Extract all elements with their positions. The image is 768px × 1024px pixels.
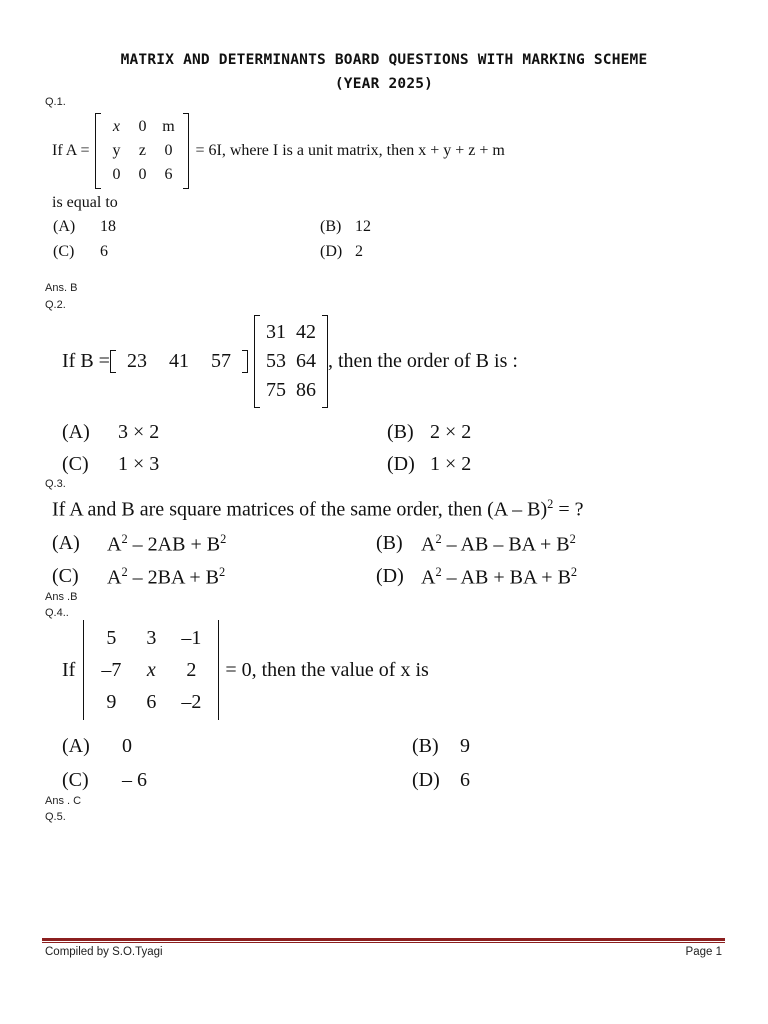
q3-option-d-label: (D): [376, 565, 404, 587]
q2-matrix-cell: 86: [295, 378, 316, 401]
footer-rule-thin: [42, 942, 725, 943]
q1-matrix-cell: 0: [112, 166, 121, 183]
q3-option-a-label: (A): [52, 532, 80, 554]
q2-option-b-label: (B): [387, 421, 414, 443]
q4-determinant: [83, 620, 219, 720]
q2-option-c: 1 × 3: [118, 453, 160, 475]
q2-matrix-cell: 42: [295, 320, 316, 343]
q1-option-a-label: (A): [53, 218, 76, 235]
q4-determinant-cell: x: [146, 658, 156, 681]
q2-prefix: If B =: [62, 349, 110, 372]
q1-line2: is equal to: [52, 194, 118, 211]
q1-option-a: 18: [100, 218, 116, 235]
q4-determinant-cell: 2: [186, 658, 197, 681]
q2-row-vector-cell: 41: [168, 349, 189, 372]
q3-option-c: $A^2 - 2BA + B^2$: [107, 565, 226, 589]
q2-matrix: [254, 315, 328, 408]
q2-matrix-cell: 53: [265, 349, 286, 372]
footer-rule: [42, 938, 725, 941]
q4-option-b-label: (B): [412, 735, 439, 757]
q3-answer: Ans .B: [45, 591, 78, 603]
q4-question: [62, 620, 429, 720]
q4-determinant-cell: –7: [101, 658, 122, 681]
q4-determinant-cell: –1: [181, 626, 202, 649]
q4-option-b: 9: [460, 735, 470, 757]
q1-matrix-cell: 0: [138, 118, 147, 135]
q3-option-b-label: (B): [376, 532, 403, 554]
q1-matrix-cell: m: [162, 118, 175, 135]
q2-row-vector-cell: 57: [210, 349, 231, 372]
q1-option-d: 2: [355, 243, 363, 260]
q1-matrix-cell: z: [138, 142, 147, 159]
q1-matrix: [95, 113, 189, 189]
q4-determinant-cell: –2: [181, 690, 202, 713]
q4-option-c-label: (C): [62, 769, 89, 791]
q1-matrix-cell: y: [112, 142, 121, 159]
document-title: MATRIX AND DETERMINANTS BOARD QUESTIONS WITH MARKING SCHEME: [120, 52, 648, 68]
footer-page-number: Page 1: [685, 946, 722, 958]
document-subtitle: (YEAR 2025): [334, 76, 434, 92]
q1-prefix: If A =: [52, 142, 90, 159]
q4-option-c: – 6: [122, 769, 147, 791]
q4-option-a-label: (A): [62, 735, 90, 757]
q3-question: If A and B are square matrices of the same order, then (A – B)$^2$ = ?: [52, 497, 584, 521]
q5-label: Q.5.: [45, 811, 66, 823]
q4-determinant-cell: 5: [106, 626, 117, 649]
q4-determinant-cell: 3: [146, 626, 157, 649]
q2-row-vector-cell: 23: [126, 349, 147, 372]
q3-option-d: $A^2$ – AB + BA + $B^2$: [421, 565, 578, 589]
q3-label: Q.3.: [45, 478, 66, 490]
q3-option-c-label: (C): [52, 565, 79, 587]
q1-option-c-label: (C): [53, 243, 75, 260]
q2-option-a-label: (A): [62, 421, 90, 443]
q1-suffix: = 6I, where I is a unit matrix, then x + y + z + m: [195, 142, 505, 159]
q1-matrix-cell: 6: [164, 166, 173, 183]
q2-option-b: 2 × 2: [430, 421, 472, 443]
q3-option-a: $A^2 - 2AB + B^2$: [107, 532, 227, 556]
q1-option-b: 12: [355, 218, 371, 235]
q1-matrix-cell: 0: [164, 142, 173, 159]
q2-matrix-cell: 64: [295, 349, 316, 372]
q4-prefix: If: [62, 658, 76, 681]
q4-option-a: 0: [122, 735, 132, 757]
q2-matrix-cell: 75: [265, 378, 286, 401]
q1-matrix-cell: x: [112, 118, 121, 135]
q2-matrix-cell: 31: [265, 320, 286, 343]
q4-label: Q.4..: [45, 607, 69, 619]
q2-option-d-label: (D): [387, 453, 415, 475]
q2-label: Q.2.: [45, 299, 66, 311]
q4-option-d: 6: [460, 769, 470, 791]
q4-answer: Ans . C: [45, 795, 82, 807]
footer-author: Compiled by S.O.Tyagi: [45, 946, 163, 958]
q2-row-vector: [110, 350, 248, 373]
q1-label: Q.1.: [45, 96, 66, 108]
q2-option-a: 3 × 2: [118, 421, 160, 443]
q1-matrix-cell: 0: [138, 166, 147, 183]
q2-question: [62, 314, 518, 408]
q1-question: [52, 113, 505, 189]
q2-suffix: , then the order of B is :: [327, 349, 518, 372]
q2-option-d: 1 × 2: [430, 453, 472, 475]
q4-option-d-label: (D): [412, 769, 440, 791]
q1-answer: Ans. B: [45, 282, 78, 294]
q4-suffix: = 0, then the value of x is: [225, 658, 429, 681]
q1-option-c: 6: [100, 243, 108, 260]
q4-determinant-cell: 6: [146, 690, 157, 713]
q1-option-d-label: (D): [320, 243, 343, 260]
q3-option-b: $A^2$ – AB – BA + $B^2$: [421, 532, 576, 556]
q1-option-b-label: (B): [320, 218, 342, 235]
q4-determinant-cell: 9: [106, 690, 117, 713]
q2-option-c-label: (C): [62, 453, 89, 475]
